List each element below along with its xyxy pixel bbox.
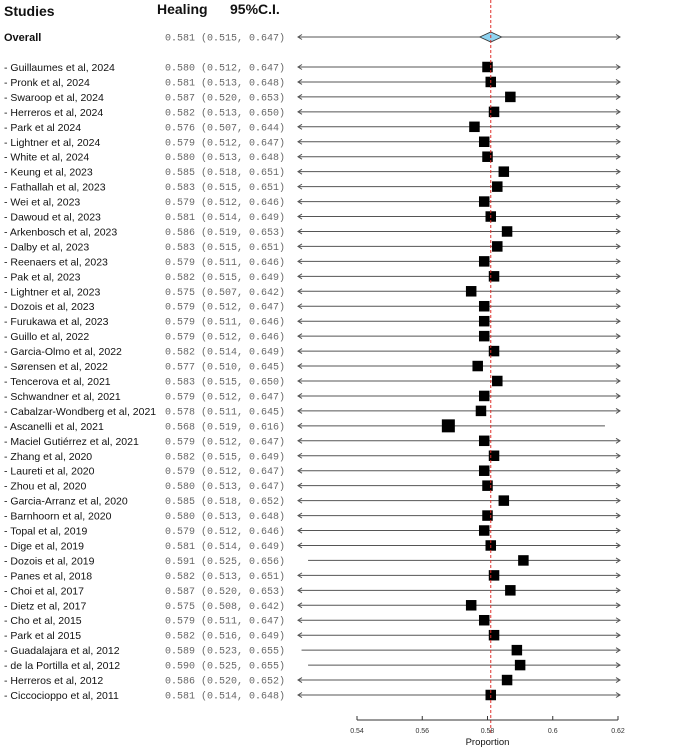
study-label: - White et al, 2024: [4, 151, 90, 164]
study-marker: [492, 181, 503, 192]
study-marker: [479, 331, 490, 342]
study-label: - Keung et al, 2023: [4, 166, 93, 179]
study-label: - Lightner et al, 2024: [4, 136, 101, 149]
study-value: 0.589 (0.523, 0.655): [165, 646, 286, 658]
study-value: 0.583 (0.515, 0.650): [165, 377, 286, 389]
study-label: - Arkenbosch et al, 2023: [4, 226, 118, 239]
study-value: 0.582 (0.516, 0.649): [165, 631, 286, 643]
study-marker: [518, 555, 529, 566]
study-value: 0.582 (0.515, 0.649): [165, 452, 286, 464]
study-marker: [479, 525, 490, 536]
study-marker: [479, 391, 490, 402]
study-marker: [505, 92, 516, 103]
study-marker: [479, 316, 490, 327]
study-value: 0.579 (0.511, 0.647): [165, 616, 286, 628]
study-label: - Panes et al, 2018: [4, 570, 93, 583]
header-studies: Studies: [4, 3, 55, 19]
study-value: 0.579 (0.512, 0.647): [165, 138, 286, 150]
study-marker: [492, 376, 503, 387]
study-label: - Herreros et al, 2012: [4, 675, 104, 688]
study-marker: [466, 286, 477, 297]
study-value: 0.580 (0.513, 0.647): [165, 482, 286, 494]
study-label: - Herreros et al, 2024: [4, 106, 104, 119]
study-value: 0.580 (0.513, 0.648): [165, 153, 286, 165]
study-marker: [502, 226, 513, 237]
study-value: 0.582 (0.514, 0.649): [165, 347, 286, 359]
study-label: - Topal et al, 2019: [4, 525, 88, 538]
header-healing: Healing: [157, 1, 208, 17]
study-label: - Guillaumes et al, 2024: [4, 62, 115, 74]
study-label: - de la Portilla et al, 2012: [4, 660, 121, 673]
study-value: 0.575 (0.507, 0.642): [165, 287, 286, 299]
study-value: 0.576 (0.507, 0.644): [165, 123, 286, 135]
study-label: - Pronk et al, 2024: [4, 76, 90, 89]
study-marker: [515, 660, 526, 671]
study-value: 0.579 (0.512, 0.646): [165, 332, 286, 344]
study-value: 0.579 (0.512, 0.647): [165, 437, 286, 449]
study-label: - Guillo et al, 2022: [4, 331, 90, 344]
study-value: 0.581 (0.514, 0.649): [165, 541, 286, 553]
study-value: 0.583 (0.515, 0.651): [165, 183, 286, 195]
study-label: - Dige et al, 2019: [4, 540, 84, 553]
study-marker: [492, 241, 503, 252]
study-label: - Swaroop et al, 2024: [4, 91, 104, 104]
study-marker: [512, 645, 523, 656]
study-label: - Schwandner et al, 2021: [4, 390, 121, 403]
x-tick-label: 0.56: [415, 728, 430, 735]
study-marker: [479, 436, 490, 447]
study-marker: [442, 419, 455, 432]
study-label: - Wei et al, 2023: [4, 196, 81, 209]
study-label: - Dozois et al, 2019: [4, 555, 95, 568]
study-label: - Barnhoorn et al, 2020: [4, 510, 112, 523]
study-label: - Tencerova et al, 2021: [4, 376, 111, 388]
study-value: 0.586 (0.520, 0.652): [165, 676, 286, 688]
study-label: - Zhang et al, 2020: [4, 450, 93, 463]
study-label: - Cho et al, 2015: [4, 615, 82, 628]
study-marker: [499, 495, 510, 506]
x-tick-label: 0.58: [480, 728, 495, 735]
study-value: 0.586 (0.519, 0.653): [165, 227, 286, 239]
study-label: - Dozois et al, 2023: [4, 301, 95, 314]
study-label: - Zhou et al, 2020: [4, 480, 87, 493]
study-label: - Park et al 2015: [4, 630, 82, 643]
study-label: - Maciel Gutiérrez et al, 2021: [4, 435, 139, 448]
study-marker: [479, 196, 490, 207]
study-label: - Reenaers et al, 2023: [4, 256, 108, 269]
study-value: 0.585 (0.518, 0.651): [165, 168, 286, 180]
overall-label: Overall: [4, 32, 42, 44]
study-value: 0.583 (0.515, 0.651): [165, 242, 286, 254]
study-marker: [505, 585, 516, 596]
overall-value: 0.581 (0.515, 0.647): [165, 33, 286, 45]
study-label: - Park et al 2024: [4, 121, 82, 134]
study-value: 0.579 (0.512, 0.647): [165, 467, 286, 479]
study-marker: [502, 675, 513, 686]
study-value: 0.580 (0.512, 0.647): [165, 63, 286, 75]
study-label: - Sørensen et al, 2022: [4, 361, 108, 374]
study-label: - Garcia-Arranz et al, 2020: [4, 495, 128, 508]
study-value: 0.575 (0.508, 0.642): [165, 601, 286, 613]
study-marker: [479, 256, 490, 267]
study-label: - Furukawa et al, 2023: [4, 316, 109, 329]
study-value: 0.580 (0.513, 0.648): [165, 512, 286, 524]
study-value: 0.579 (0.512, 0.647): [165, 302, 286, 314]
study-value: 0.581 (0.514, 0.648): [165, 691, 286, 703]
study-label: - Ciccocioppo et al, 2011: [4, 690, 119, 702]
study-label: - Guadalajara et al, 2012: [4, 645, 120, 658]
study-value: 0.579 (0.512, 0.646): [165, 198, 286, 210]
study-label: - Pak et al, 2023: [4, 271, 81, 284]
study-value: 0.581 (0.514, 0.649): [165, 213, 286, 225]
study-label: - Lightner et al, 2023: [4, 286, 101, 299]
study-label: - Choi et al, 2017: [4, 585, 84, 598]
study-marker: [479, 137, 490, 148]
study-marker: [466, 600, 477, 611]
study-label: - Dawoud et al, 2023: [4, 211, 101, 224]
study-value: 0.568 (0.519, 0.616): [165, 422, 286, 434]
study-marker: [479, 301, 490, 312]
study-value: 0.579 (0.511, 0.646): [165, 257, 286, 269]
study-marker: [479, 615, 490, 626]
x-tick-label: 0.54: [350, 728, 364, 735]
study-marker: [476, 406, 487, 417]
study-value: 0.579 (0.512, 0.647): [165, 392, 286, 404]
x-tick-label: 0.6: [547, 728, 558, 735]
study-value: 0.577 (0.510, 0.645): [165, 362, 286, 374]
x-tick-label: 0.62: [611, 728, 625, 735]
study-label: - Laureti et al, 2020: [4, 465, 95, 478]
study-marker: [499, 166, 510, 177]
study-value: 0.585 (0.518, 0.652): [165, 497, 286, 509]
study-value: 0.579 (0.511, 0.646): [165, 317, 286, 329]
study-marker: [469, 122, 480, 133]
header-ci: 95%C.I.: [230, 1, 280, 17]
study-value: 0.582 (0.515, 0.649): [165, 272, 286, 284]
study-label: - Fathallah et al, 2023: [4, 181, 106, 194]
study-value: 0.591 (0.525, 0.656): [165, 556, 286, 568]
study-value: 0.590 (0.525, 0.655): [165, 661, 286, 673]
study-label: - Cabalzar-Wondberg et al, 2021: [4, 405, 157, 418]
study-label: - Dalby et al, 2023: [4, 241, 90, 254]
study-label: - Ascanelli et al, 2021: [4, 420, 104, 433]
study-value: 0.579 (0.512, 0.646): [165, 527, 286, 539]
study-marker: [472, 361, 483, 372]
study-marker: [479, 465, 490, 476]
study-label: - Dietz et al, 2017: [4, 600, 87, 613]
study-value: 0.587 (0.520, 0.653): [165, 586, 286, 598]
study-value: 0.581 (0.513, 0.648): [165, 78, 286, 90]
study-value: 0.587 (0.520, 0.653): [165, 93, 286, 105]
study-value: 0.582 (0.513, 0.650): [165, 108, 286, 120]
study-value: 0.582 (0.513, 0.651): [165, 571, 286, 583]
x-axis-title: Proportion: [465, 737, 510, 748]
study-value: 0.578 (0.511, 0.645): [165, 407, 286, 419]
study-label: - Garcia-Olmo et al, 2022: [4, 346, 122, 359]
